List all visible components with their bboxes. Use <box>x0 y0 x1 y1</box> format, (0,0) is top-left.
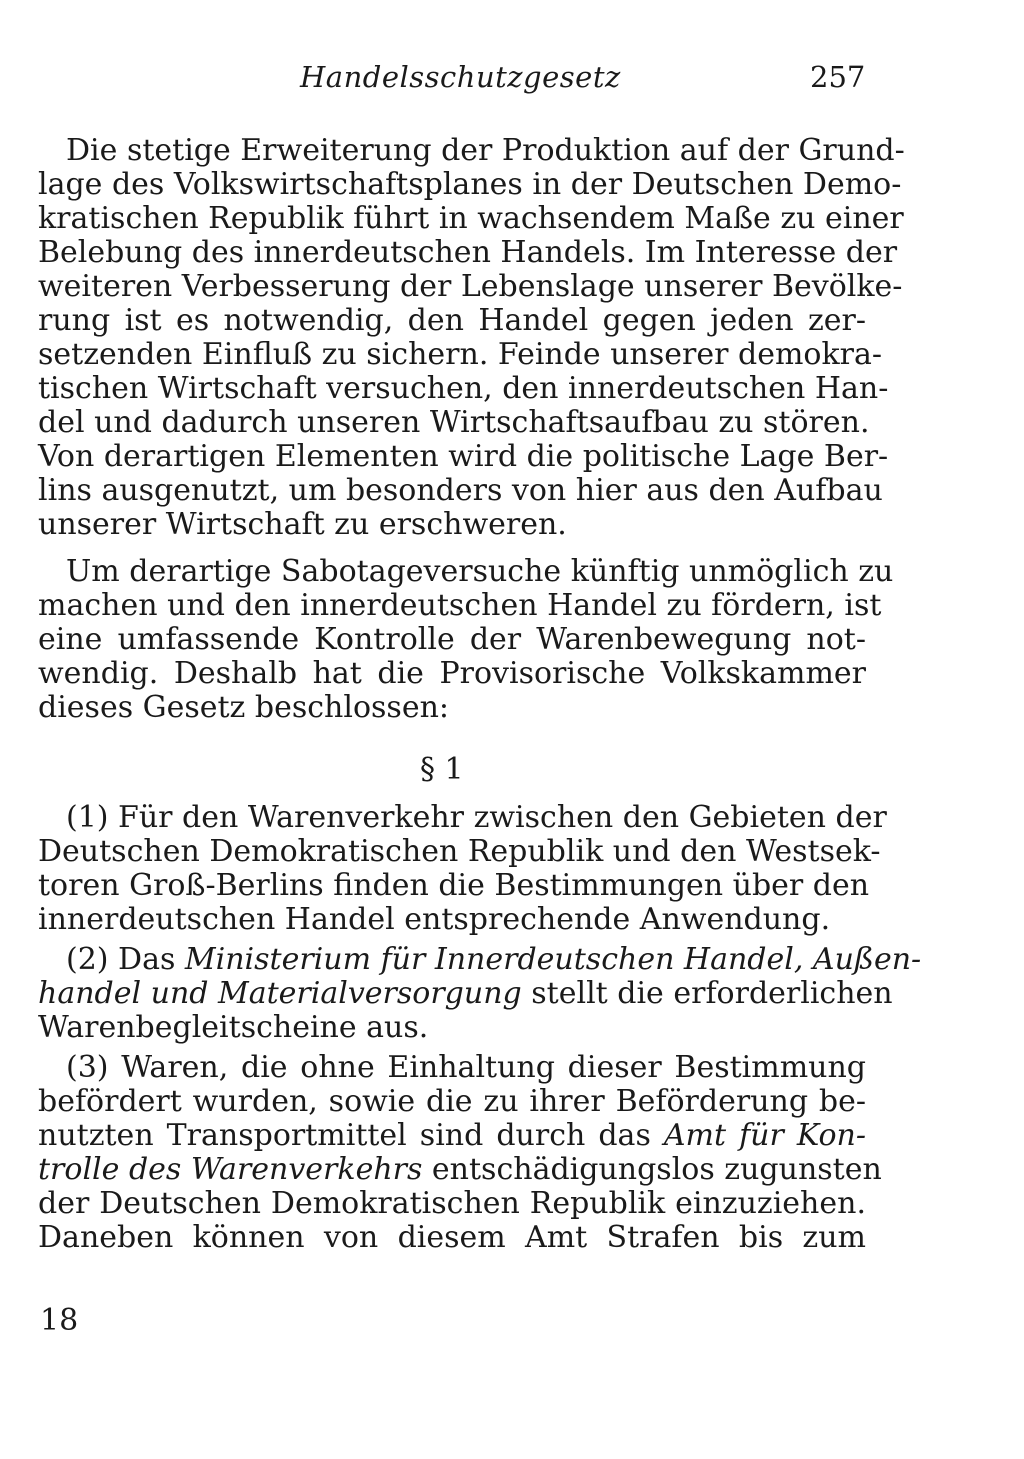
paragraph-1-line: innerdeutschen Handel entsprechende Anwendung. <box>38 902 831 937</box>
office-name: Amt für Kon- <box>663 1118 866 1153</box>
paragraph-3-text: entschädigungslos zugunsten <box>422 1152 882 1187</box>
paragraph-3-line <box>38 1118 866 1154</box>
preamble-line: dieses Gesetz beschlossen: <box>38 690 450 725</box>
preamble-line: wendig. Deshalb hat die Provisorische Volkskammer <box>38 656 866 691</box>
preamble-line: lins ausgenutzt, um besonders von hier aus den Aufbau <box>38 473 883 508</box>
preamble-line: lage des Volkswirtschaftsplanes in der Deutschen Demo- <box>38 167 902 202</box>
ministry-name: Ministerium für Innerdeutschen Handel, Außen- <box>184 942 922 977</box>
paragraph-3-line: befördert wurden, sowie die zu ihrer Beförderung be- <box>38 1084 866 1119</box>
paragraph-2-prefix: (2) Das <box>66 942 185 977</box>
preamble-line: rung ist es notwendig, den Handel gegen jeden zer- <box>38 303 866 338</box>
paragraph-2-text: stellt die erforderlichen <box>521 976 893 1011</box>
preamble-line: setzenden Einfluß zu sichern. Feinde unserer demokra- <box>38 337 882 372</box>
preamble-line: Von derartigen Elementen wird die politische Lage Ber- <box>38 439 889 474</box>
preamble-line: Belebung des innerdeutschen Handels. Im Interesse der <box>38 235 898 270</box>
paragraph-3-line: (3) Waren, die ohne Einhaltung dieser Bestimmung <box>66 1050 866 1085</box>
preamble-line: Um derartige Sabotageversuche künftig unmöglich zu <box>66 554 894 589</box>
paragraph-1-line: (1) Für den Warenverkehr zwischen den Gebieten der <box>66 800 887 835</box>
paragraph-3-line: Daneben können von diesem Amt Strafen bis zum <box>38 1220 866 1255</box>
office-name-cont: trolle des Warenverkehrs <box>38 1152 423 1187</box>
preamble-line: eine umfassende Kontrolle der Warenbewegung not- <box>38 622 866 657</box>
preamble-line: del und dadurch unseren Wirtschaftsaufbau zu stören. <box>38 405 870 440</box>
paragraph-3-line: der Deutschen Demokratischen Republik einzuziehen. <box>38 1186 866 1221</box>
preamble-line: Die stetige Erweiterung der Produktion auf der Grund- <box>66 133 905 168</box>
running-title: Handelsschutzgesetz <box>300 60 621 94</box>
preamble-line: machen und den innerdeutschen Handel zu fördern, ist <box>38 588 882 623</box>
paragraph-1-line: toren Groß-Berlins finden die Bestimmungen über den <box>38 868 870 903</box>
paragraph-3-text: nutzten Transportmittel sind durch das <box>38 1118 664 1153</box>
ministry-name-cont: handel und Materialversorgung <box>38 976 522 1011</box>
page-number: 257 <box>810 60 866 94</box>
preamble-line: weiteren Verbesserung der Lebenslage unserer Bevölke- <box>38 269 903 304</box>
paragraph-3-line <box>38 1152 882 1188</box>
section-heading: § 1 <box>420 752 464 787</box>
paragraph-2-line <box>38 976 893 1012</box>
signature-mark: 18 <box>40 1303 79 1338</box>
paragraph-1-line: Deutschen Demokratischen Republik und den Westsek- <box>38 834 881 869</box>
paragraph-2-line <box>66 942 922 978</box>
paragraph-2-line: Warenbegleitscheine aus. <box>38 1010 429 1045</box>
preamble-line: kratischen Republik führt in wachsendem Maße zu einer <box>38 201 904 236</box>
preamble-line: tischen Wirtschaft versuchen, den innerdeutschen Han- <box>38 371 889 406</box>
preamble-line: unserer Wirtschaft zu erschweren. <box>38 507 567 542</box>
